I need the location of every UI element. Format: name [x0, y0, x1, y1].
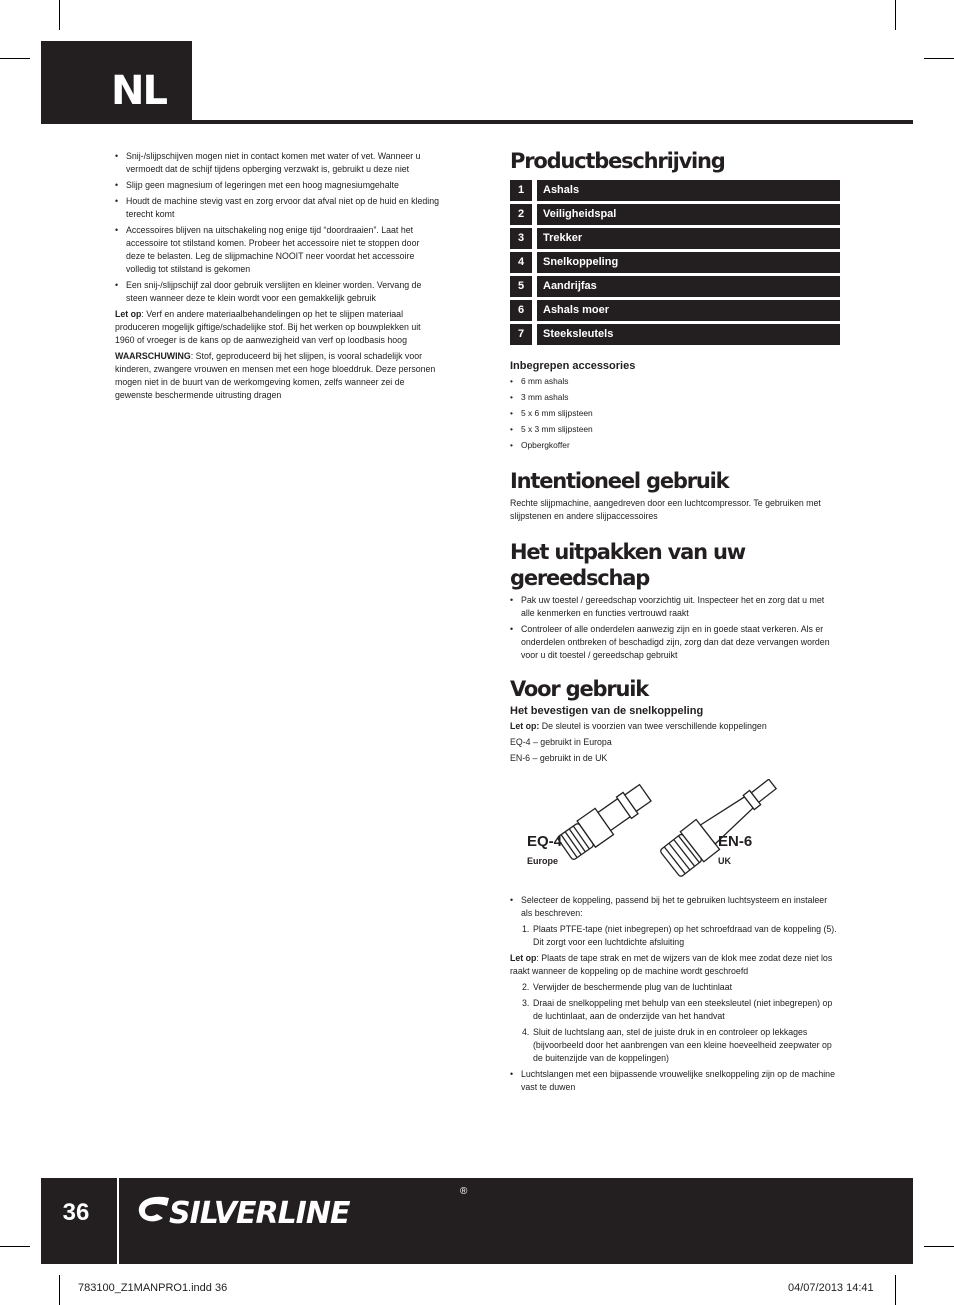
part-number: 7 [510, 324, 532, 345]
coupling-subtitle: Het bevestigen van de snelkoppeling [510, 705, 704, 717]
part-row [510, 324, 840, 345]
step-item [522, 997, 840, 1023]
brand-wordmark: SILVERLINE [169, 1196, 350, 1231]
accessories-title: Inbegrepen accessories [510, 360, 636, 372]
eq4-figure-label: EQ-4 [527, 833, 563, 850]
step-number: 1. [522, 924, 530, 934]
step-text: Verwijder de beschermende plug van de luchtinlaat [533, 982, 733, 992]
install-steps-part1 [510, 923, 840, 949]
step-item [522, 981, 840, 994]
list-item: • 6 mm ashals [510, 375, 840, 388]
part-row [510, 252, 840, 273]
left-column [115, 150, 440, 405]
accessories-list [510, 375, 840, 452]
note-label: Let op: [510, 721, 540, 731]
part-row [510, 228, 840, 249]
part-label: Aandrijfas [537, 276, 840, 297]
crop-mark [0, 1246, 30, 1247]
install-steps-part2 [510, 981, 840, 1065]
section-title-intended-use: Intentioneel gebruik [510, 469, 729, 493]
part-number: 4 [510, 252, 532, 273]
crop-mark [59, 1275, 60, 1305]
list-item: • Controleer of alle onderdelen aanwezig zijn en in goede staat verkeren. Als er onderdelen ontbreken of beschadigd zijn, zorg dan dat deze vervangen worden voor u dit toestel / gereedschap gebruikt [510, 623, 840, 662]
brand-swoosh-icon [133, 1192, 173, 1232]
list-item: • 5 x 3 mm slijpsteen [510, 423, 840, 436]
list-item: • 5 x 6 mm slijpsteen [510, 407, 840, 420]
part-number: 6 [510, 300, 532, 321]
install-list [510, 894, 840, 920]
list-item: • Slijp geen magnesium of legeringen met een hoog magnesiumgehalte [115, 179, 440, 192]
list-item: • Luchtslangen met een bijpassende vrouwelijke snelkoppeling zijn op de machine vast te duwen [510, 1068, 840, 1094]
list-item: • Houdt de machine stevig vast en zorg ervoor dat afval niet op de huid en kleding terecht komt [115, 195, 440, 221]
part-row [510, 180, 840, 201]
unpacking-list [510, 594, 840, 662]
footer-bar [41, 1178, 913, 1264]
en6-figure-label: EN-6 [718, 833, 753, 850]
header-rule [41, 120, 913, 124]
coupling-illustration [510, 779, 840, 884]
section-title-line: gereedschap [510, 566, 650, 590]
step-number: 2. [522, 982, 530, 992]
step-text: Draai de snelkoppeling met behulp van een steeksleutel (niet inbegrepen) op de luchtinlaat, aan de onderzijde van het handvat [533, 998, 833, 1021]
hose-list [510, 1068, 840, 1094]
part-label: Trekker [537, 228, 840, 249]
step-item [522, 1026, 840, 1065]
crop-mark [924, 58, 954, 59]
safety-bullet-list [115, 150, 440, 305]
part-label: Steeksleutels [537, 324, 840, 345]
note-label: Let op [510, 953, 537, 963]
date-slug: 04/07/2013 14:41 [788, 1282, 874, 1294]
part-label: Snelkoppeling [537, 252, 840, 273]
note-text: : Plaats de tape strak en met de wijzers van de klok mee zodat deze niet los raakt wanneer de koppeling op de machine wordt geschroefd [510, 953, 833, 976]
part-row [510, 300, 840, 321]
part-label: Ashals moer [537, 300, 840, 321]
note-label: Let op [115, 309, 142, 319]
list-item: • 3 mm ashals [510, 391, 840, 404]
en6-line: EN-6 – gebruikt in de UK [510, 753, 608, 763]
crop-mark [895, 0, 896, 30]
part-number: 2 [510, 204, 532, 225]
part-label: Ashals [537, 180, 840, 201]
en6-figure-sublabel: UK [718, 856, 731, 866]
footer-divider [117, 1178, 119, 1264]
warning-text: : Stof, geproduceerd bij het slijpen, is vooral schadelijk voor kinderen, zwangere vrouwen en mensen met een hoge bloeddruk. Deze personen mogen niet in de buurt van de werkomgeving komen, zelfs wanneer zei de gewenste beschermende uitrusting dragen [115, 351, 436, 400]
crop-mark [895, 1275, 896, 1305]
list-item: • Een snij-/slijpschijf zal door gebruik verslijten en kleiner worden. Vervang de steen wanneer deze te klein wordt voor een gemakkelijk gebruik [115, 279, 440, 305]
part-row [510, 204, 840, 225]
step-number: 3. [522, 998, 530, 1008]
language-tab-label: NL [111, 68, 166, 114]
warning-paragraph [115, 350, 440, 402]
crop-mark [59, 0, 60, 30]
list-item: • Pak uw toestel / gereedschap voorzichtig uit. Inspecteer het en zorg dat u met alle kenmerken en functies vertrouwd raakt [510, 594, 840, 620]
warning-label: WAARSCHUWING [115, 351, 191, 361]
coupling-note [510, 720, 840, 733]
step-item [522, 923, 840, 949]
step-text: Plaats PTFE-tape (niet inbegrepen) op het schroefdraad van de koppeling (5). Dit zorgt voor een luchtdichte afsluiting [533, 924, 837, 947]
language-tab [41, 41, 192, 123]
list-item: • Selecteer de koppeling, passend bij het te gebruiken luchtsysteem en instaleer als beschreven: [510, 894, 840, 920]
intended-use-text: Rechte slijpmachine, aangedreven door een luchtcompressor. Te gebruiken met slijpstenen en andere slijpaccessoires [510, 498, 821, 521]
crop-mark [0, 58, 30, 59]
part-label: Veiligheidspal [537, 204, 840, 225]
parts-list [510, 180, 840, 345]
coupling-figure [510, 779, 840, 884]
step-text: Sluit de luchtslang aan, stel de juiste druk in en controleer op lekkages (bijvoorbeeld door het aanbrengen van een kleine hoeveelheid zeepwater op de buitenzijde van de koppelingen) [533, 1027, 832, 1063]
section-title-product: Productbeschrijving [510, 149, 725, 173]
part-number: 1 [510, 180, 532, 201]
step-number: 4. [522, 1027, 530, 1037]
part-number: 3 [510, 228, 532, 249]
list-item: • Opbergkoffer [510, 439, 840, 452]
note-text: De sleutel is voorzien van twee verschillende koppelingen [539, 721, 767, 731]
section-title-before-use: Voor gebruik [510, 677, 649, 701]
note-paragraph [115, 308, 440, 347]
section-title-unpacking [510, 539, 840, 591]
page-number: 36 [62, 1199, 90, 1226]
eq4-line: EQ-4 – gebruikt in Europa [510, 737, 612, 747]
tape-note [510, 952, 840, 978]
right-column [510, 148, 840, 1097]
list-item: • Snij-/slijpschijven mogen niet in contact komen met water of vet. Wanneer u vermoedt dat de schijf tijdens opberging verzwakt is, gebruikt u deze niet [115, 150, 440, 176]
part-number: 5 [510, 276, 532, 297]
file-slug: 783100_Z1MANPRO1.indd 36 [78, 1282, 228, 1294]
eq4-coupling-drawing [556, 780, 655, 862]
crop-mark [924, 1246, 954, 1247]
eq4-figure-sublabel: Europe [527, 856, 559, 866]
list-item: • Accessoires blijven na uitschakeling nog enige tijd “doordraaien”. Laat het accessoire tot stilstand komen. Probeer het accessoire niet te stoppen door deze te belasten. Leg de slijpmachine NOOIT neer voordat het accessoire volledig tot stilstand is gekomen [115, 224, 440, 276]
registered-mark: ® [460, 1186, 468, 1197]
part-row [510, 276, 840, 297]
note-text: : Verf en andere materiaalbehandelingen op het te slijpen materiaal produceren mogelijk giftige/schadelijke stof. Bij het werken op bouwplekken uit 1960 of vroeger is de kans op de aanwezigheid van verf op loodbasis hoog [115, 309, 421, 345]
section-title-line: Het uitpakken van uw [510, 540, 745, 564]
